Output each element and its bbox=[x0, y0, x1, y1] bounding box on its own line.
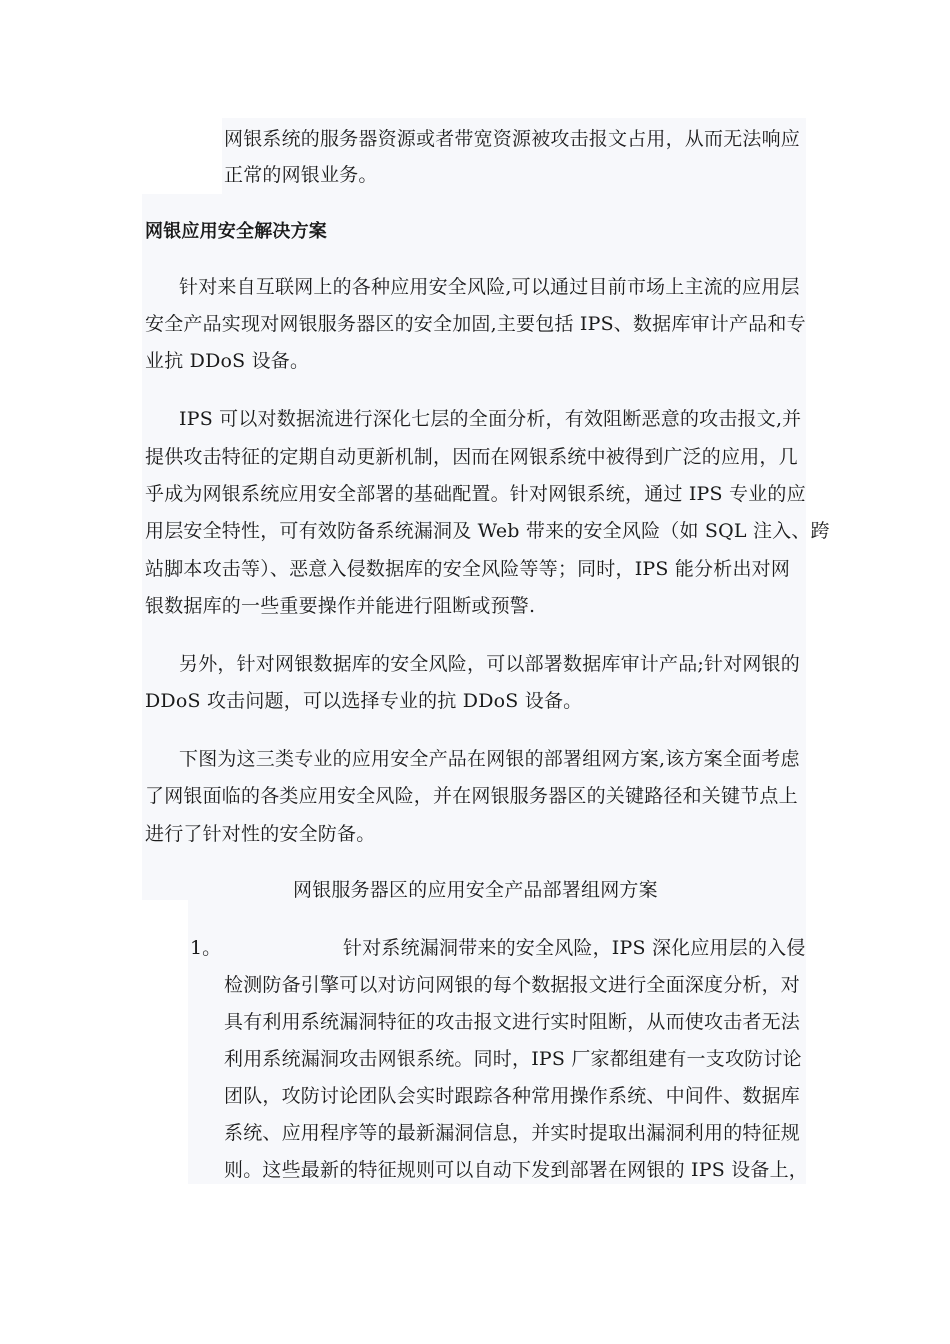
paragraph-line: 安全产品实现对网银服务器区的安全加固,主要包括 IPS、数据库审计产品和专 bbox=[145, 313, 806, 335]
intro-line: 网银系统的服务器资源或者带宽资源被攻击报文占用，从而无法响应 bbox=[224, 128, 801, 150]
intro-line: 正常的网银业务。 bbox=[224, 164, 378, 186]
paragraph-line: 用层安全特性，可有效防备系统漏洞及 Web 带来的安全风险（如 SQL 注入、跨 bbox=[145, 520, 830, 542]
section-heading: 网银应用安全解决方案 bbox=[145, 221, 327, 242]
list-item-line: 具有利用系统漏洞特征的攻击报文进行实时阻断，从而使攻击者无法 bbox=[224, 1011, 801, 1033]
paragraph-line: IPS 可以对数据流进行深化七层的全面分析，有效阻断恶意的攻击报文,并 bbox=[179, 408, 802, 430]
list-item-line: 针对系统漏洞带来的安全风险，IPS 深化应用层的入侵 bbox=[343, 937, 806, 959]
paragraph-line: 站脚本攻击等）、恶意入侵数据库的安全风险等等；同时，IPS 能分析出对网 bbox=[145, 558, 791, 580]
paragraph-line: 了网银面临的各类应用安全风险，并在网银服务器区的关键路径和关键节点上 bbox=[145, 785, 798, 807]
paragraph-line: DDoS 攻击问题，可以选择专业的抗 DDoS 设备。 bbox=[145, 690, 583, 712]
paragraph-line: 业抗 DDoS 设备。 bbox=[145, 350, 310, 372]
list-item-line: 则。这些最新的特征规则可以自动下发到部署在网银的 IPS 设备上， bbox=[224, 1159, 808, 1181]
list-item-line: 检测防备引擎可以对访问网银的每个数据报文进行全面深度分析，对 bbox=[224, 974, 801, 996]
paragraph-line: 另外，针对网银数据库的安全风险，可以部署数据库审计产品;针对网银的 bbox=[179, 653, 801, 675]
paragraph-line: 银数据库的一些重要操作并能进行阻断或预警. bbox=[145, 595, 536, 617]
paragraph-line: 进行了针对性的安全防备。 bbox=[145, 823, 376, 845]
list-item-line: 系统、应用程序等的最新漏洞信息，并实时提取出漏洞利用的特征规 bbox=[224, 1122, 801, 1144]
paragraph-line: 针对来自互联网上的各种应用安全风险,可以通过目前市场上主流的应用层 bbox=[179, 276, 800, 298]
paragraph-line: 提供攻击特征的定期自动更新机制，因而在网银系统中被得到广泛的应用，几 bbox=[145, 446, 798, 468]
figure-caption: 网银服务器区的应用安全产品部署组网方案 bbox=[293, 879, 658, 901]
list-item-line: 利用系统漏洞攻击网银系统。同时，IPS 厂家都组建有一支攻防讨论 bbox=[224, 1048, 802, 1070]
list-item-line: 团队，攻防讨论团队会实时跟踪各种常用操作系统、中间件、数据库 bbox=[224, 1085, 801, 1107]
paragraph-line: 下图为这三类专业的应用安全产品在网银的部署组网方案,该方案全面考虑 bbox=[179, 748, 800, 770]
paragraph-line: 乎成为网银系统应用安全部署的基础配置。针对网银系统，通过 IPS 专业的应 bbox=[145, 483, 806, 505]
list-marker: 1。 bbox=[190, 937, 222, 959]
